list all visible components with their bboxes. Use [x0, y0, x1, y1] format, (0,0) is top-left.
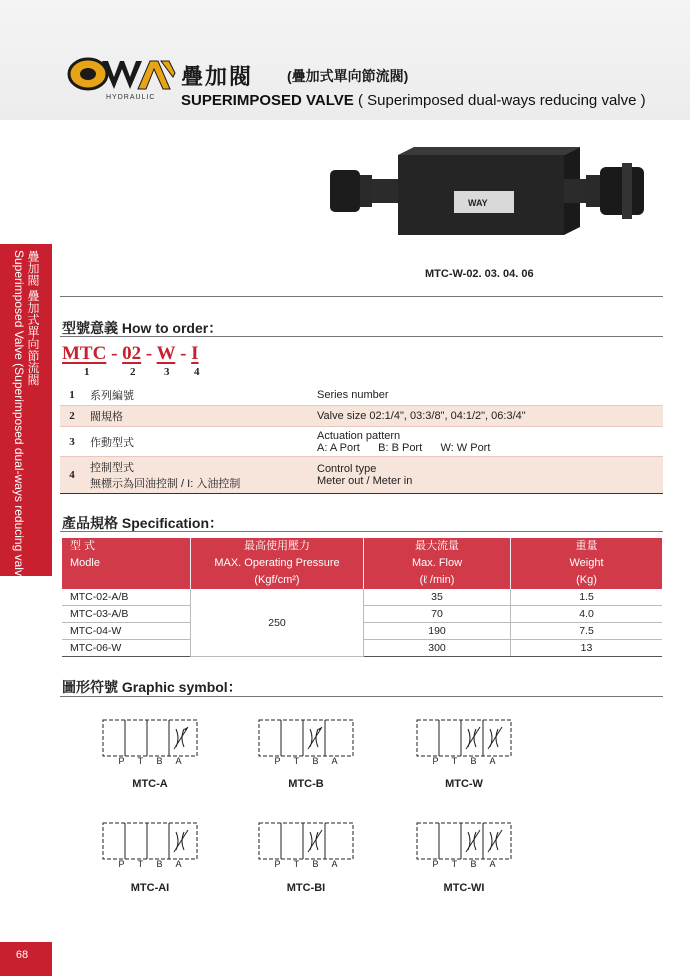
table-row: [60, 385, 663, 406]
sidebar-label: [12, 250, 40, 587]
table-row: [62, 589, 662, 606]
port-p: P: [274, 859, 281, 869]
code-part-size: 02: [122, 343, 142, 364]
port-p: P: [432, 859, 439, 869]
cell-model: MTC-04-W: [62, 623, 191, 640]
symbol-mtc-ai: [100, 820, 200, 880]
page-title-en: [181, 92, 646, 109]
header-unit: (Kgf/cm²): [254, 574, 300, 586]
cell-model: MTC-03-A/B: [62, 606, 191, 623]
row-cn-2: 無標示為回油控制 / I: 入油控制: [90, 478, 241, 490]
symbol-label: MTC-A: [132, 778, 168, 790]
port-t: T: [293, 859, 299, 869]
cell-weight: 7.5: [511, 623, 663, 640]
table-row: [60, 457, 663, 494]
port-a: A: [489, 756, 496, 766]
port-p: P: [118, 756, 125, 766]
row-number: 2: [60, 406, 84, 427]
port-b: B: [156, 859, 163, 869]
row-cn: 控制型式: [90, 462, 134, 474]
port-t: T: [137, 756, 143, 766]
symbol-label: MTC-AI: [130, 882, 170, 894]
cell-weight: 13: [511, 640, 663, 657]
code-part-series: MTC: [62, 343, 107, 364]
port-t: T: [137, 859, 143, 869]
port-labels: [100, 756, 200, 766]
cell-weight: 1.5: [511, 589, 663, 606]
header-unit: [70, 572, 190, 589]
port-labels: [414, 756, 514, 766]
code-sep: -: [106, 343, 123, 364]
port-p: P: [274, 756, 281, 766]
port-b: B: [470, 756, 477, 766]
symbol-mtc-wi: [414, 820, 514, 880]
port-labels: [414, 859, 514, 869]
cell-flow: 35: [364, 589, 511, 606]
specification-title: 產品規格 Specification：: [62, 515, 224, 531]
header-cn: 重量: [575, 540, 598, 552]
table-row: [60, 427, 663, 457]
symbol-label: MTC-B: [288, 778, 324, 790]
port-t: T: [451, 859, 457, 869]
spec-table: [62, 538, 662, 657]
order-code: [62, 343, 199, 365]
row-en-multiline: [311, 457, 663, 494]
row-en: Control type: [317, 463, 377, 475]
row-en: Actuation pattern: [317, 429, 401, 442]
col-header-pressure: [191, 538, 364, 589]
header-unit: (ℓ /min): [419, 574, 455, 586]
port-p: P: [118, 859, 125, 869]
col-header-weight: [511, 538, 663, 589]
row-en: Series number: [317, 389, 389, 401]
port-t: T: [293, 756, 299, 766]
code-sep: -: [141, 343, 157, 364]
code-number: 1: [84, 366, 90, 378]
header-cn: 型 式: [70, 540, 96, 552]
cell-model: MTC-02-A/B: [62, 589, 191, 606]
symbol-mtc-a: [100, 717, 200, 777]
row-cn-multiline: [84, 457, 311, 494]
cell-weight: 4.0: [511, 606, 663, 623]
col-header-flow: [364, 538, 511, 589]
spec-header-row: [62, 538, 662, 589]
page-subtitle-cn: (疊加式單向節流閥): [287, 68, 409, 84]
port-labels: [256, 756, 356, 766]
port-b: B: [470, 859, 477, 869]
divider: [60, 296, 663, 297]
port-a: A: [331, 756, 338, 766]
row-cn: 系列編號: [90, 390, 134, 402]
port-labels: [100, 859, 200, 869]
title-en-desc: ( Superimposed dual-ways reducing valve ): [357, 92, 646, 109]
port-b: B: [156, 756, 163, 766]
nameplate-text: WAY: [468, 198, 488, 208]
code-number: 2: [130, 366, 136, 378]
code-part-pattern: W: [156, 343, 176, 364]
symbol-label: MTC-WI: [443, 882, 485, 894]
symbol-mtc-w: [414, 717, 514, 777]
header-en: MAX. Operating Pressure: [214, 557, 340, 569]
divider: [60, 336, 663, 337]
port-a: A: [331, 859, 338, 869]
port-a: A: [175, 859, 182, 869]
row-cn: 閥規格: [84, 406, 311, 427]
title-en-main: SUPERIMPOSED VALVE: [181, 92, 354, 109]
row-en: Valve size 02:1/4", 03:3/8", 04:1/2", 06:3/4": [311, 406, 663, 427]
port-labels: [256, 859, 356, 869]
how-to-order-title: 型號意義 How to order：: [62, 320, 223, 336]
sidebar-label-cn: 疊加閥 疊加式單向節流閥: [26, 250, 40, 386]
row-number: 1: [69, 389, 75, 401]
cell-model: MTC-06-W: [62, 640, 191, 657]
col-header-model: [62, 538, 191, 589]
graphic-symbol-title: 圖形符號 Graphic symbol：: [62, 679, 242, 695]
header-en: Max. Flow: [411, 557, 463, 569]
row-en-2: Meter out / Meter in: [317, 475, 413, 487]
cell-flow: 70: [364, 606, 511, 623]
row-cn: 作動型式: [90, 436, 134, 449]
code-number: 4: [194, 366, 200, 378]
header-cn: 最大流量: [415, 540, 459, 552]
code-number: 3: [164, 366, 170, 378]
symbol-label: MTC-BI: [286, 882, 326, 894]
code-sep: -: [175, 343, 192, 364]
port-p: P: [432, 756, 439, 766]
page-number: 68: [15, 949, 29, 961]
symbol-label: MTC-W: [445, 778, 483, 790]
header-en: Modle: [70, 557, 100, 569]
table-row: [60, 406, 663, 427]
port-t: T: [451, 756, 457, 766]
header-en: Weight: [569, 557, 604, 569]
cell-flow: 300: [364, 640, 511, 657]
port-a: A: [175, 756, 182, 766]
header-unit: (Kg): [576, 574, 597, 586]
order-table: [60, 385, 663, 494]
row-en-2: A: A Port B: B Port W: W Port: [317, 441, 491, 454]
row-en-multiline: [311, 427, 663, 457]
code-part-control: I: [191, 343, 199, 364]
product-photo: [324, 145, 664, 245]
symbol-mtc-bi: [256, 820, 356, 880]
port-b: B: [312, 859, 319, 869]
row-number: 3: [69, 435, 75, 448]
sidebar-label-en: Superimposed Valve (Superimposed dual-ways reducing valve): [12, 250, 26, 587]
product-caption: MTC-W-02. 03. 04. 06: [425, 268, 534, 280]
port-b: B: [312, 756, 319, 766]
cell-pressure: 250: [191, 589, 364, 657]
divider: [60, 696, 663, 697]
divider: [60, 531, 663, 532]
header-cn: 最高使用壓力: [244, 540, 310, 552]
way-logo: [66, 55, 176, 100]
port-a: A: [489, 859, 496, 869]
brand-sub-text: HYDRAULIC: [106, 94, 156, 100]
cell-flow: 190: [364, 623, 511, 640]
symbol-mtc-b: [256, 717, 356, 777]
row-number: 4: [60, 457, 84, 494]
page-title-cn: 疊加閥: [181, 64, 254, 89]
